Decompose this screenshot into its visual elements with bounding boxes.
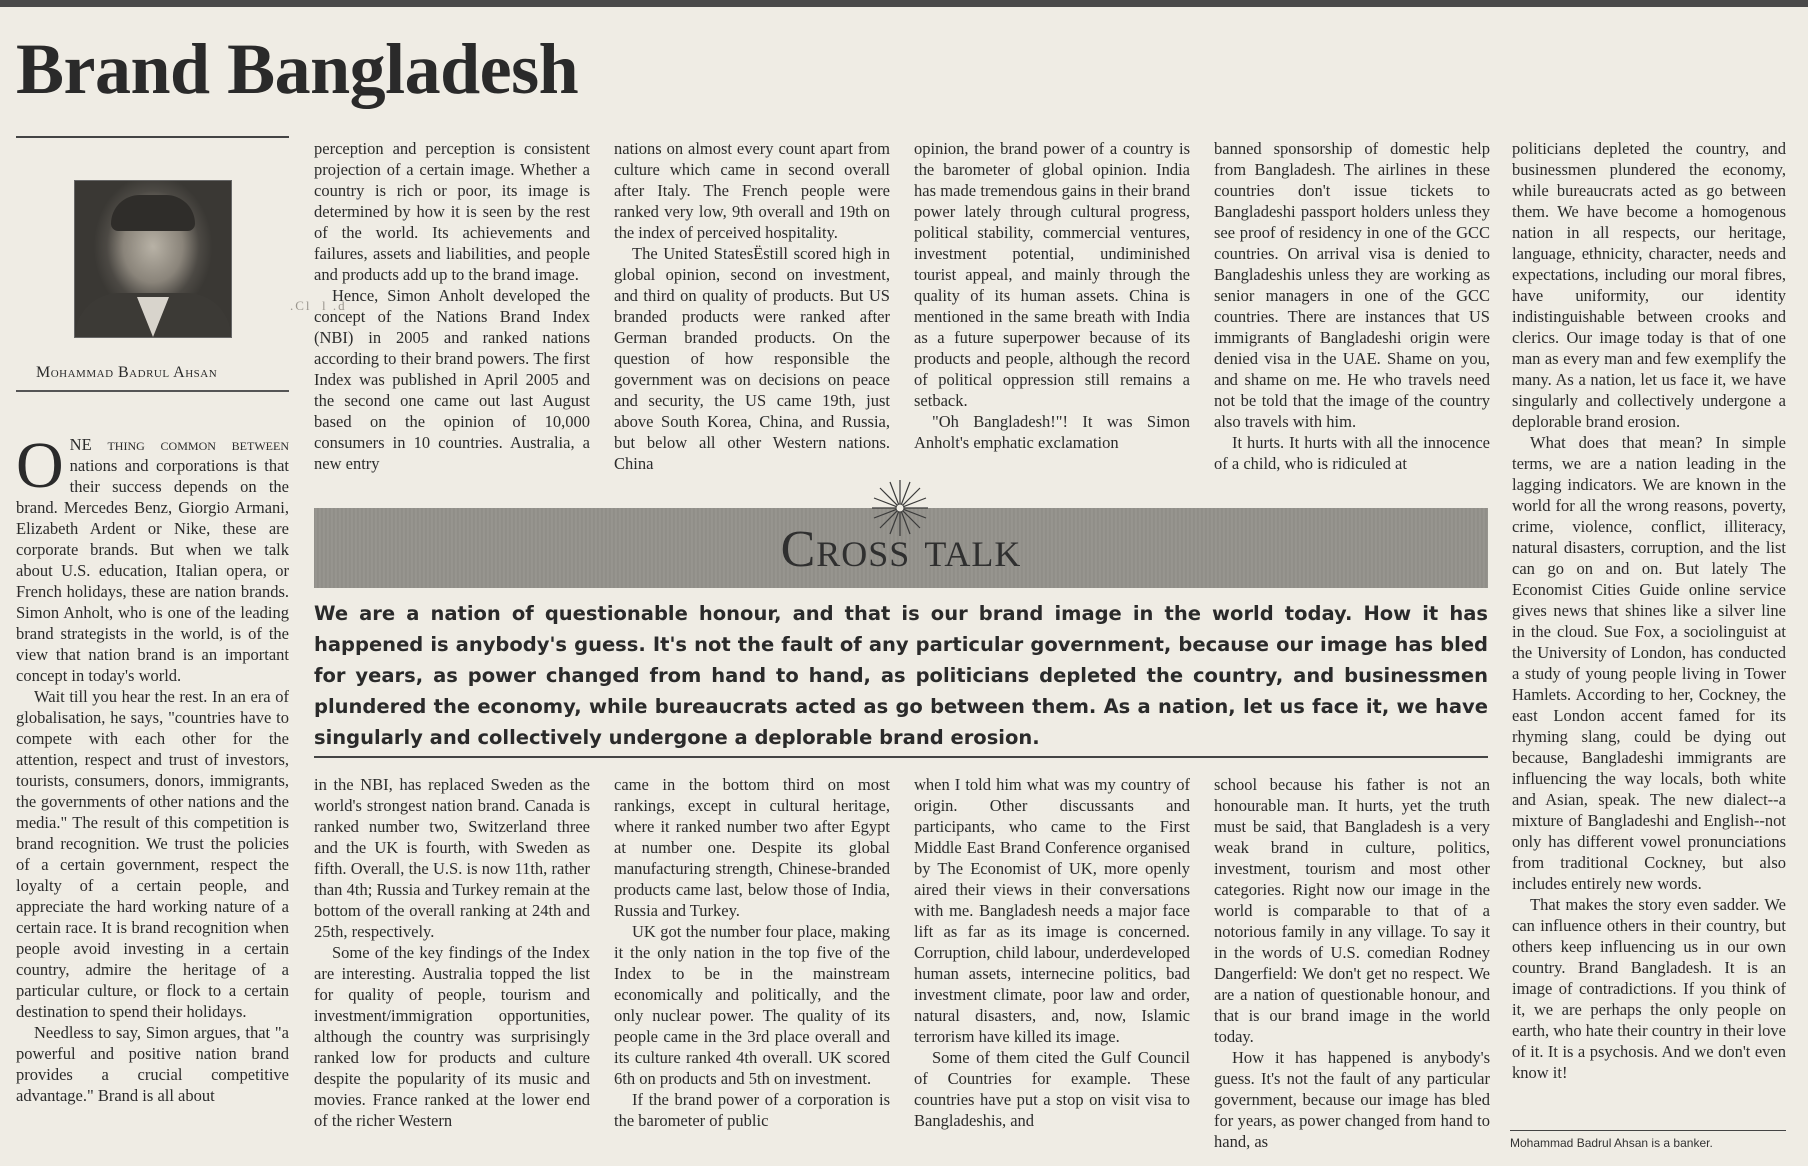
byline-rule	[16, 390, 289, 392]
col5-bottom-p1: school because his father is not an honourable man. It hurts, yet the truth must be said, that Bangladesh is a very weak brand in culture, politics, investment, tourism and most other categories. Right now our image in the world is comparable to that of a notorious family in any village. To say it in the words of U.S. comedian Rodney Dangerfield: We don't get no respect. We are a nation of questionable honour, and that is our brand image in the world today.	[1214, 775, 1490, 1046]
col3-top-p1: nations on almost every count apart from culture which came in second overall after Italy. The French people were ranked very low, 9th overall and 19th on the index of perceived hospitality.	[614, 139, 890, 242]
column-3-bottom	[614, 774, 890, 1156]
col1-p3: Needless to say, Simon argues, that "a powerful and positive nation brand provides a crucial competitive advantage." Brand is all about	[16, 1023, 289, 1105]
quote-rule	[314, 756, 1488, 758]
dropcap: O	[16, 434, 64, 502]
column-2-bottom	[314, 774, 590, 1156]
col6-p3: That makes the story even sadder. We can influence others in their country, but others keep influencing us in our own country. Brand Bangladesh. It is an image of contradictions. If you think of it, we are perhaps the only people on earth, who hate their country in their love of it. It is a psychosis. And we don't even know it!	[1512, 895, 1786, 1082]
byline-box	[16, 136, 289, 392]
col3-bottom-p1: came in the bottom third on most rankings, except in cultural heritage, where it ranked number two after Egypt at number one. Despite its global manufacturing strength, Chinese-branded products came last, below those of India, Russia and Turkey.	[614, 775, 890, 920]
column-4-bottom	[914, 774, 1190, 1156]
headline: Brand Bangladesh	[16, 29, 579, 109]
col4-bottom-p2: Some of them cited the Gulf Council of Countries for example. These countries have put a stop on visit visa to Bangladeshis, and	[914, 1048, 1190, 1130]
portrait-hair	[111, 195, 195, 231]
column-5-bottom	[1214, 774, 1490, 1156]
col2-top-p2: Hence, Simon Anholt developed the concept of the Nations Brand Index (NBI) in 2005 and ranked nations according to their brand powers. The first Index was published in April 2005 and the second one came out last August based on the opinion of 10,000 consumers in 10 countries. Australia, a new entry	[314, 286, 590, 473]
col3-bottom-p3: If the brand power of a corporation is the barometer of public	[614, 1090, 890, 1130]
byline-name: Mohammad Badrul Ahsan	[36, 364, 218, 381]
col6-p2: What does that mean? In simple terms, we are a nation leading in the lagging indicators. We are known in the world for all the wrong reasons, poverty, crime, violence, conflict, illiteracy, natural disasters, corruption, and the list can go on and on. But lately The Economist Cities Guide online service gives news that shines like a silver line in the cloud. Sue Fox, a sociolinguist at the University of London, has conducted a study of young people living in Tower Hamlets. According to her, Cockney, the east London accent famed for its rhyming slang, could be dying out because, Bangladeshi immigrants are influencing the way locals, both white and Asian, speak. The new dialect--a mixture of Bangladeshi and English--not only has different vowel pronunciations from traditional Cockney, but also includes entirely new words.	[1512, 433, 1786, 893]
col4-top-p2: "Oh Bangladesh!"! It was Simon Anholt's emphatic exclamation	[914, 412, 1190, 452]
cross-talk-title: Cross talk	[780, 521, 1022, 578]
author-photo	[74, 180, 232, 338]
col1-p1: nations and corporations is that their success depends on the brand. Mercedes Benz, Giorgio Armani, Elizabeth Ardent or Nike, these are corporate brands. But when we talk about U.S. education, Italian opera, or French holidays, these are nation brands. Simon Anholt, who is one of the leading brand strategists in the world, is of the view that nation brand is an important concept in today's world.	[16, 456, 289, 685]
col6-p1: politicians depleted the country, and businessmen plundered the economy, while bureaucrats acted as go between them. We have become a homogenous nation in all respects, our heritage, language, ethnicity, character, needs and expectations, including our moral fibres, have uniformity, our identity indistinguishable between crooks and clerics. Our image today is that of one man as every man and few exemplify the many. As a nation, let us face it, we have singularly and collectively undergone a deplorable brand erosion.	[1512, 139, 1786, 431]
column-1	[16, 434, 289, 1154]
author-footnote: Mohammad Badrul Ahsan is a banker.	[1510, 1136, 1713, 1150]
top-rule	[0, 0, 1808, 7]
lead-in: NE thing common between	[69, 435, 289, 454]
column-2-top	[314, 138, 590, 478]
col2-bottom-p1: in the NBI, has replaced Sweden as the world's strongest nation brand. Canada is ranked number two, Switzerland three and the UK is fourth, with Sweden as fifth. Overall, the U.S. is now 11th, rather than 4th; Russia and Turkey remain at the bottom of the overall ranking at 24th and 25th, respectively.	[314, 775, 590, 941]
col3-top-p2: The United StatesËstill scored high in global opinion, second on investment, and third on quality of products. But US branded products were ranked after German branded products. On the question of how responsible the government was on decisions on peace and security, the US came 19th, just above South Korea, China, and Russia, but below all other Western nations. China	[614, 244, 890, 473]
footnote-rule	[1510, 1130, 1786, 1131]
col4-top-p1: opinion, the brand power of a country is the barometer of global opinion. India has made tremendous gains in their brand power lately through cultural progress, political stability, commercial ventures, investment potential, undiminished tourist appeal, and mainly through the quality of its human assets. China is mentioned in the same breath with India as a future superpower because of its products and people, although the record of political oppression still remains a setback.	[914, 139, 1190, 410]
column-5-top	[1214, 138, 1490, 478]
column-4-top	[914, 138, 1190, 478]
col2-top-p1: perception and perception is consistent projection of a certain image. Whether a country is rich or poor, its image is determined by how it is seen by the rest of the world. Its achievements and failures, assets and liabilities, and people and products add up to the brand image.	[314, 139, 590, 284]
col5-bottom-p2: How it has happened is anybody's guess. It's not the fault of any particular government, because our image has bled for years, as power changed from hand to hand, as	[1214, 1048, 1490, 1151]
col5-top-p2: It hurts. It hurts with all the innocence of a child, who is ridiculed at	[1214, 433, 1490, 473]
column-6	[1512, 138, 1786, 1124]
pull-quote: We are a nation of questionable honour, and that is our brand image in the world today. How it has happened is anybody's guess. It's not the fault of any particular government, because our image has bled for years, as power changed from hand to hand, as politicians depleted the country, and businessmen plundered the economy, while bureaucrats acted as go between them. As a nation, let us face it, we have singularly and collectively undergone a deplorable brand erosion.	[314, 602, 1488, 749]
col3-bottom-p2: UK got the number four place, making it the only nation in the top five of the Index to be in the mainstream economically and politically, and the only nuclear power. The quality of its people came in the 3rd place overall and its culture ranked 4th overall. UK scored 6th on products and 5th on investment.	[614, 922, 890, 1088]
col5-top-p1: banned sponsorship of domestic help from Bangladesh. The airlines in these countries don't issue tickets to Bangladeshi passport holders unless they see proof of residency in one of the GCC countries. On arrival visa is denied to Bangladeshis unless they are working as senior managers in one of the GCC countries. There are instances that US immigrants of Bangladeshi origin were denied visa in the UAE. Shame on you, and shame on me. He who travels need not be told that the image of the country also travels with him.	[1214, 139, 1490, 431]
show-through-text: .Cl l .d	[290, 298, 347, 313]
column-3-top	[614, 138, 890, 478]
col1-p2: Wait till you hear the rest. In an era of globalisation, he says, "countries have to compete with each other for the attention, respect and trust of investors, tourists, consumers, donors, immigrants, the governments of other nations and the media." The result of this competition is brand recognition. We trust the policies of a certain government, respect the loyalty of a certain people, and appreciate the hard working nature of a certain race. It is brand recognition when people avoid investing in a certain country, admire the heritage of a particular culture, or flock to a certain destination to spend their holidays.	[16, 687, 289, 1021]
lead-paragraph	[16, 434, 289, 686]
col4-bottom-p1: when I told him what was my country of origin. Other discussants and participants, who came to the First Middle East Brand Conference organised by The Economist of UK, more openly aired their views in their conversations with me. Bangladesh needs a major face lift as far as its image is concerned. Corruption, child labour, underdeveloped human assets, internecine politics, bad investment climate, poor law and order, natural disasters, and, now, Islamic terrorism have killed its image.	[914, 775, 1190, 1046]
col2-bottom-p2: Some of the key findings of the Index are interesting. Australia topped the list for quality of people, tourism and investment/immigration opportunities, although the country was surprisingly ranked low for products and culture despite the popularity of its music and movies. France ranked at the lower end of the richer Western	[314, 943, 590, 1130]
